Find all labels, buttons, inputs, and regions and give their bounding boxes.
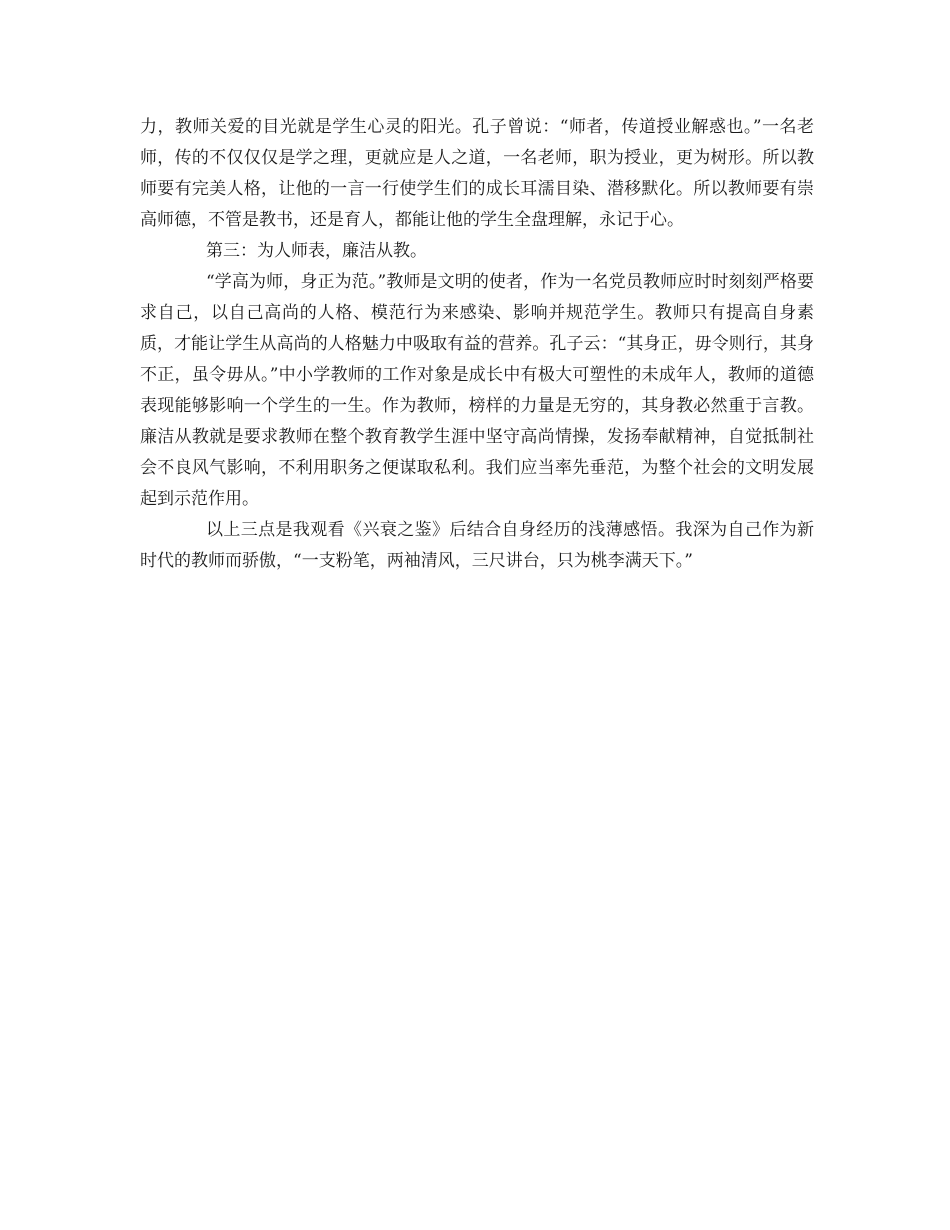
- paragraph-continuation: 力，教师关爱的目光就是学生心灵的阳光。孔子曾说：“师者，传道授业解惑也。”一名老师，传的不仅仅仅是学之理，更就应是人之道，一名老师，职为授业，更为树形。所以教师要有完美人格，让他的一言一行使学生们的成长耳濡目染、潜移默化。所以教师要有崇高师德，不管是教书，还是育人，都能让他的学生全盘理解，永记于心。: [140, 117, 814, 230]
- document-body: [140, 112, 814, 577]
- paragraph-body: “学高为师，身正为范。”教师是文明的使者，作为一名党员教师应时时刻刻严格要求自己，以自己高尚的人格、模范行为来感染、影响并规范学生。教师只有提高自身素质，才能让学生从高尚的人格魅力中吸取有益的营养。孔子云：“其身正，毋令则行，其身不正，虽令毋从。”中小学教师的工作对象是成长中有极大可塑性的未成年人，教师的道德表现能够影响一个学生的一生。作为教师，榜样的力量是无穷的，其身教必然重于言教。廉洁从教就是要求教师在整个教育教学生涯中坚守高尚情操，发扬奉献精神，自觉抵制社会不良风气影响，不利用职务之便谋取私利。我们应当率先垂范，为整个社会的文明发展起到示范作用。: [140, 272, 814, 509]
- paragraph-conclusion: 以上三点是我观看《兴衰之鉴》后结合自身经历的浅薄感悟。我深为自己作为新时代的教师而骄傲，“一支粉笔，两袖清风，三尺讲台，只为桃李满天下。”: [140, 520, 814, 571]
- paragraph-section-heading: 第三：为人师表，廉洁从教。: [206, 241, 427, 261]
